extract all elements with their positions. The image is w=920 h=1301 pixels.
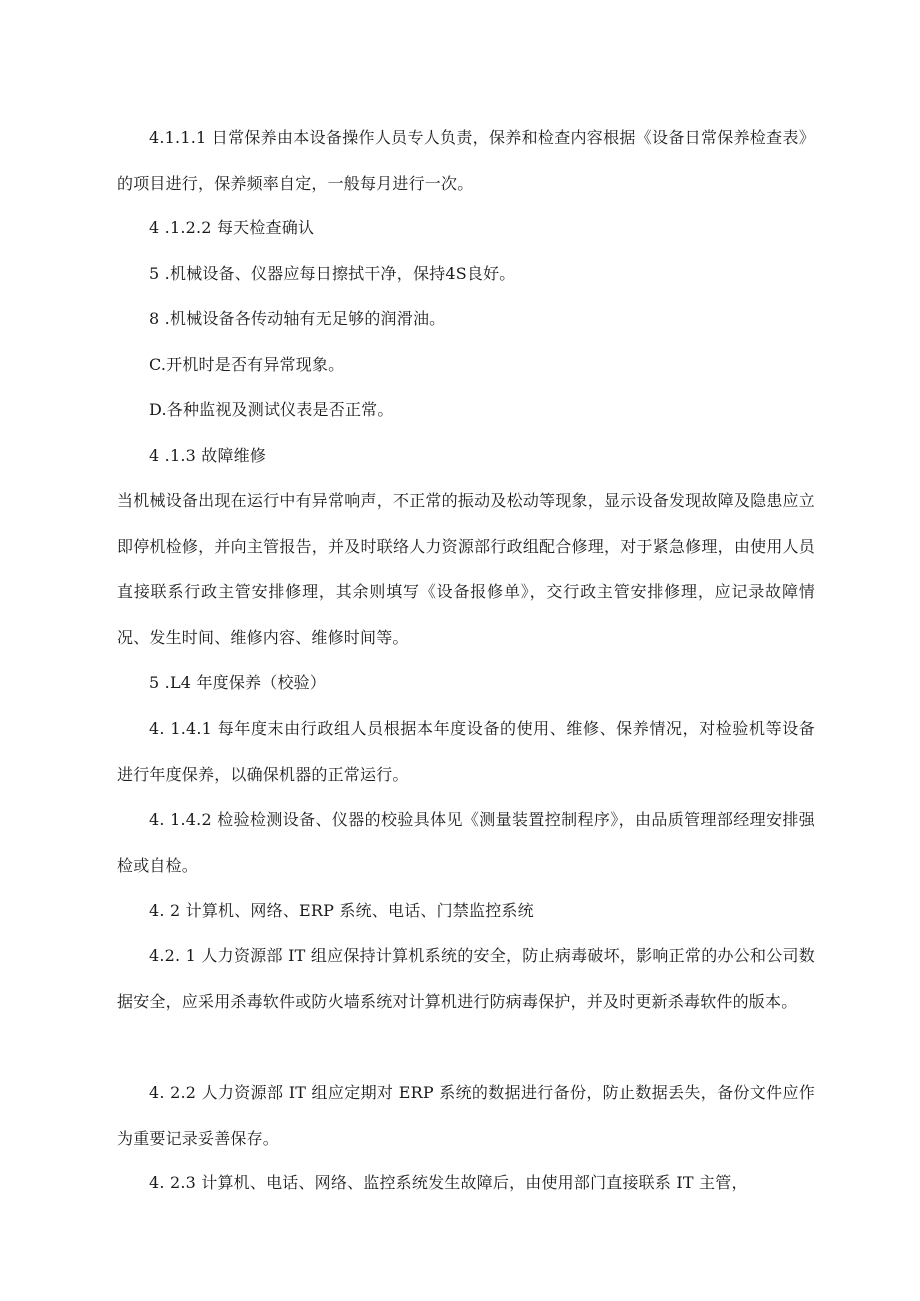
paragraph-4-2-1: 4.2. 1 人力资源部 IT 组应保持计算机系统的安全，防止病毒破坏，影响正常的办公和公司数据安全，应采用杀毒软件或防火墙系统对计算机进行防病毒保护，并及时更新杀毒软件的版本。 (117, 946, 815, 1011)
paragraph-item-8: 8 .机械设备各传动轴有无足够的润滑油。 (149, 309, 446, 328)
paragraph-4-1-3: 4 .1.3 故障维修 (149, 446, 267, 465)
paragraph-4-2: 4. 2 计算机、网络、ERP 系统、电话、门禁监控系统 (149, 901, 534, 920)
paragraph-item-d: D.各种监视及测试仪表是否正常。 (149, 400, 394, 419)
paragraph-4-1-1-1: 4.1.1.1 日常保养由本设备操作人员专人负责，保养和检查内容根据《设备日常保养检查表》的项目进行，保养频率自定，一般每月进行一次。 (117, 128, 815, 193)
paragraph-4-2-3: 4. 2.3 计算机、电话、网络、监控系统发生故障后，由使用部门直接联系 IT 主管， (149, 1173, 748, 1192)
paragraph-4-1-2-2: 4 .1.2.2 每天检查确认 (149, 218, 315, 237)
paragraph-4-2-2: 4. 2.2 人力资源部 IT 组应定期对 ERP 系统的数据进行备份，防止数据丢失，备份文件应作为重要记录妥善保存。 (117, 1083, 815, 1148)
paragraph-item-c: C.开机时是否有异常现象。 (149, 355, 345, 374)
paragraph-fault-repair-body: 当机械设备出现在运行中有异常响声，不正常的振动及松动等现象，显示设备发现故障及隐患应立即停机检修，并向主管报告，并及时联络人力资源部行政组配合修理，对于紧急修理，由使用人员直接联系行政主管安排修理，其余则填写《设备报修单》，交行政主管安排修理，应记录故障情况、发生时间、维修内容、维修时间等。 (117, 491, 815, 647)
paragraph-4-1-4-1: 4. 1.4.1 每年度末由行政组人员根据本年度设备的使用、维修、保养情况，对检验机等设备进行年度保养，以确保机器的正常运行。 (117, 719, 815, 784)
paragraph-4-1-4-2: 4. 1.4.2 检验检测设备、仪器的校验具体见《测量装置控制程序》，由品质管理部经理安排强检或自检。 (117, 810, 815, 875)
paragraph-item-5: 5 .机械设备、仪器应每日擦拭干净，保持4S良好。 (149, 264, 516, 283)
paragraph-5-l4: 5 .L4 年度保养（校验） (149, 673, 327, 692)
